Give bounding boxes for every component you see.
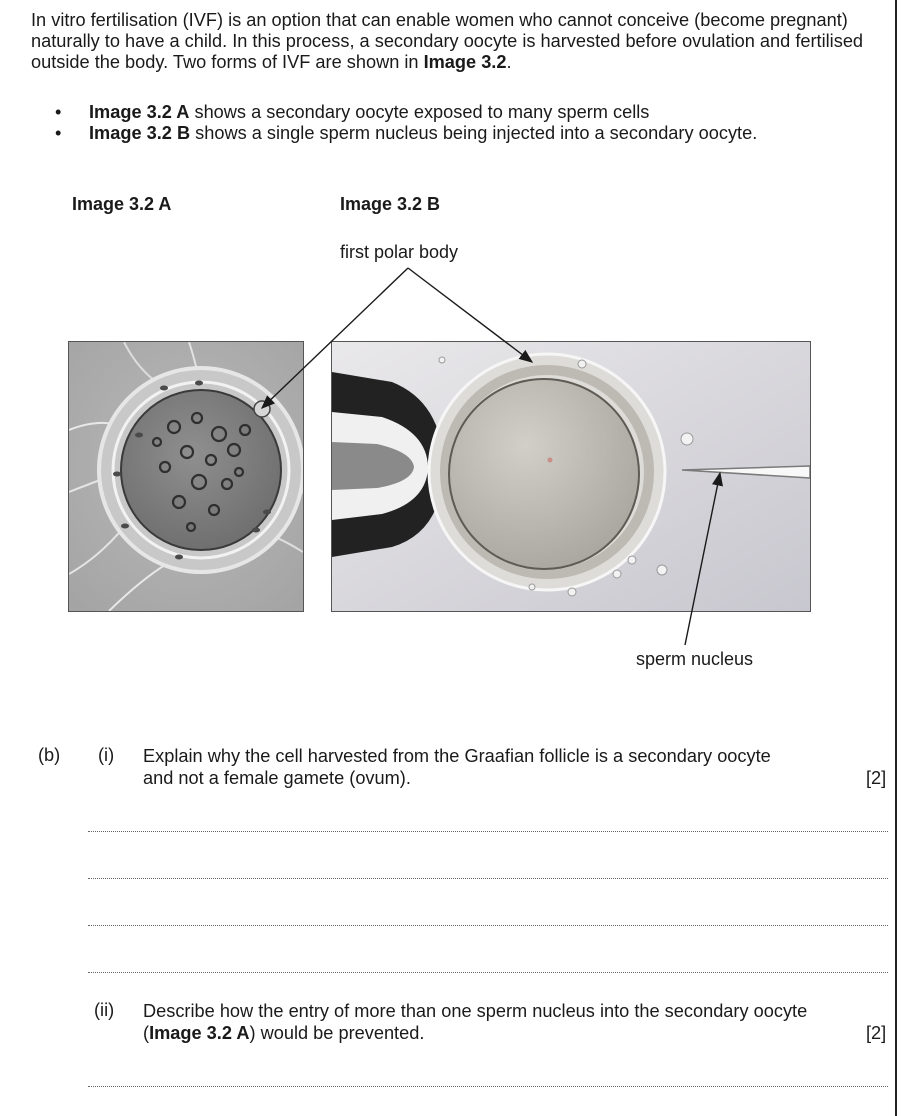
intro-period: . <box>506 52 512 72</box>
label-first-polar-body: first polar body <box>340 242 459 262</box>
answer-line-i-3[interactable] <box>88 925 888 926</box>
part-i-line-1: Explain why the cell harvested from the Graafian follicle is a secondary oocyte <box>143 746 771 766</box>
bullet-dot: • <box>55 102 62 122</box>
question-b-label: (b) <box>38 745 61 765</box>
part-i-marks: [2] <box>866 768 887 788</box>
part-ii-marks: [2] <box>866 1023 887 1043</box>
sperm-nucleus-leader <box>685 473 720 645</box>
part-ii-question <box>143 1000 893 1044</box>
part-ii-rest: ) would be prevented. <box>249 1023 425 1043</box>
image-b-title: Image 3.2 B <box>340 194 441 214</box>
part-ii-line-2 <box>143 1022 893 1044</box>
answer-line-i-4[interactable] <box>88 972 888 973</box>
polar-body-leader-b <box>408 268 532 362</box>
bullet-dot: • <box>55 123 62 143</box>
answer-line-i-2[interactable] <box>88 878 888 879</box>
part-ii-line-1: Describe how the entry of more than one sperm nucleus into the secondary oocyte <box>143 1001 808 1021</box>
part-i-question <box>143 745 873 789</box>
answer-line-i-1[interactable] <box>88 831 888 832</box>
image-a-title: Image 3.2 A <box>72 194 172 214</box>
part-i-number: (i) <box>98 745 115 765</box>
polar-body-leader-a <box>262 268 408 408</box>
part-i-line-2: and not a female gamete (ovum). <box>143 768 411 788</box>
bullet-b-ref: Image 3.2 B <box>89 123 191 143</box>
bullet-a-text: shows a secondary oocyte exposed to many sperm cells <box>189 102 650 122</box>
intro-image-ref: Image 3.2 <box>423 52 507 72</box>
answer-line-ii-1[interactable] <box>88 1086 888 1087</box>
part-ii-image-ref: Image 3.2 A <box>149 1023 250 1043</box>
intro-text: In vitro fertilisation (IVF) is an option that can enable women who cannot conceive (become pregnant) naturally to have a child. In this process, a secondary oocyte is harvested before ovulation and fertilised outside the body. Two forms of IVF are shown in <box>31 10 864 72</box>
part-ii-number: (ii) <box>94 1000 115 1020</box>
part-ii-paren: ( <box>143 1023 150 1043</box>
bullet-a-ref: Image 3.2 A <box>89 102 190 122</box>
label-sperm-nucleus: sperm nucleus <box>636 649 754 669</box>
bullet-b-text: shows a single sperm nucleus being injected into a secondary oocyte. <box>190 123 758 143</box>
